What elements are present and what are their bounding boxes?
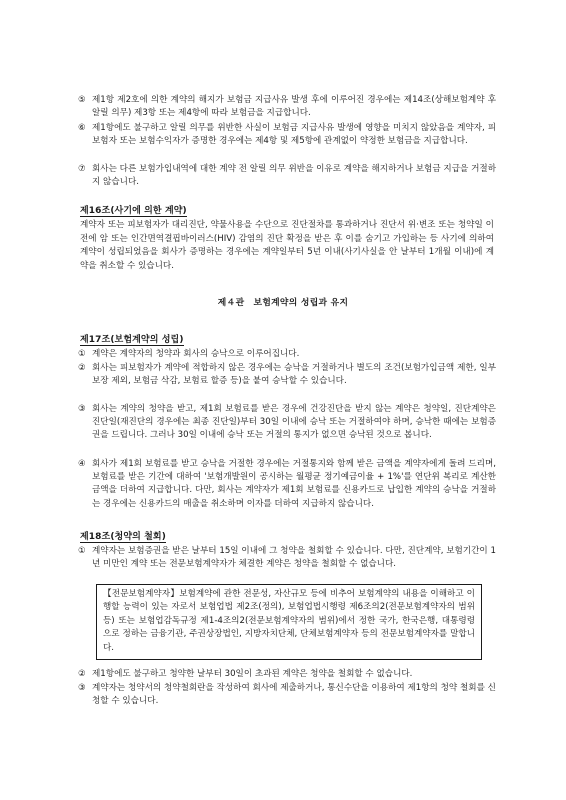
item-text: 계약은 계약자의 청약과 회사의 승낙으로 이루어집니다.	[92, 349, 300, 359]
section-heading	[80, 332, 184, 345]
item-text: 제1항 제2호에 의한 계약의 해지가 보험금 지급사유 발생 후에 이루어진 경우에는 제14조(상해보험계약 후 알릴 의무) 제3항 또는 제4항에 따라 보험금을 지급합니다.	[92, 95, 496, 119]
item-text: 계약자는 보험증권을 받은 날부터 15일 이내에 그 청약을 철회할 수 있습니다. 다만, 진단계약, 보험기간이 1년 미만인 계약 또는 전문보험계약자가 체결한 계약은 청약을 철회할 수 없습니다.	[92, 546, 496, 570]
list-item	[78, 94, 496, 120]
section-heading	[80, 203, 187, 216]
item-number: ①	[78, 546, 86, 556]
item-number: ②	[78, 363, 86, 373]
list-item	[78, 348, 496, 361]
item-text: 제1항에도 불구하고 알릴 의무를 위반한 사실이 보험금 지급사유 발생에 영향을 미치지 않았음을 계약자, 피보험자 또는 보험수익자가 증명한 경우에는 제4항 및 제5항에 관계없이 약정한 보험금을 지급합니다.	[92, 123, 496, 147]
item-number: ②	[78, 669, 86, 679]
item-text: 회사가 제1회 보험료를 받고 승낙을 거절한 경우에는 거절통지와 함께 받은 금액을 계약자에게 돌려 드리며, 보험료를 받은 기간에 대하여 '보험개발원이 공시하는 월평균 정기예금이율 + 1%'를 연단위 복리로 계산한 금액을 더하여 지급합니다. 다만, 회사는 계약자가 제1회 보험료를 신용카드로 납입한 계약의 승낙을 거절하는 경우에는 신용카드의 매출을 취소하며 이자를 더하여 지급하지 않습니다.	[92, 459, 496, 509]
list-item	[78, 163, 496, 189]
item-text: 회사는 다른 보험가입내역에 대한 계약 전 알릴 의무 위반을 이유로 계약을 해지하거나 보험금 지급을 거절하지 않습니다.	[92, 164, 496, 188]
section-18-title: 제18조(청약의 철회)	[80, 532, 166, 542]
chapter-title: 제４관 보험계약의 성립과 유지	[217, 298, 349, 308]
item-number: ①	[78, 349, 86, 359]
item-number: ⑤	[78, 95, 86, 105]
section-16-body: 계약자 또는 피보험자가 대리진단, 약물사용을 수단으로 진단절차를 통과하거나 진단서 위·변조 또는 청약일 이전에 암 또는 인간면역결핍바이러스(HIV) 감염의 진단 확정을 받은 후 이를 숨기고 가입하는 등 사기에 의하여 계약이 성립되었음을 회사가 증명하는 경우에는 계약일부터 5년 이내(사기사실을 안 날부터 1개월 이내)에 계약을 취소할 수 있습니다.	[80, 220, 494, 271]
item-number: ③	[78, 683, 86, 693]
item-text: 제1항에도 불구하고 청약한 날부터 30일이 초과된 계약은 청약을 철회할 수 없습니다.	[92, 669, 413, 679]
definition-box: 【전문보험계약자】보험계약에 관한 전문성, 자산규모 등에 비추어 보험계약의 내용을 이해하고 이행할 능력이 있는 자로서 보험업법 제2조(정의), 보험업법시행령 제6조의2(전문보험계약자의 범위 등) 또는 보험업감독규정 제1-4조의2(전문보험계약자의 범위)에서 정한 국가, 한국은행, 대통령령으로 정하는 금융기관, 주권상장법인, 지방자치단체, 단체보험계약자 등의 전문보험계약자를 말합니다.	[96, 584, 482, 660]
list-item	[78, 458, 496, 511]
item-number: ⑦	[78, 164, 86, 174]
section-17-title: 제17조(보험계약의 성립)	[80, 335, 184, 345]
list-item	[78, 668, 496, 681]
item-text: 회사는 피보험자가 계약에 적합하지 않은 경우에는 승낙을 거절하거나 별도의 조건(보험가입금액 제한, 일부보장 제외, 보험금 삭감, 보험료 할증 등)을 붙여 승낙할 수 있습니다.	[92, 363, 496, 387]
item-text: 회사는 계약의 청약을 받고, 제1회 보험료를 받은 경우에 건강진단을 받지 않는 계약은 청약일, 진단계약은 진단일(재진단의 경우에는 최종 진단일)부터 30일 이내에 승낙 또는 거절하여야 하며, 승낙한 때에는 보험증권을 드립니다. 그러나 30일 이내에 승낙 또는 거절의 통지가 없으면 승낙된 것으로 봅니다.	[92, 404, 496, 441]
list-item	[78, 403, 496, 443]
section-16-title: 제16조(사기에 의한 계약)	[80, 206, 187, 216]
list-item	[78, 122, 496, 148]
item-number: ④	[78, 459, 86, 469]
item-number: ③	[78, 404, 86, 414]
item-text: 계약자는 청약서의 청약철회란을 작성하여 회사에 제출하거나, 통신수단을 이용하여 제1항의 청약 철회를 신청할 수 있습니다.	[92, 683, 496, 707]
item-number: ⑥	[78, 123, 86, 133]
list-item	[78, 362, 496, 388]
list-item	[78, 545, 496, 571]
list-item	[78, 682, 496, 708]
section-heading	[80, 529, 166, 542]
